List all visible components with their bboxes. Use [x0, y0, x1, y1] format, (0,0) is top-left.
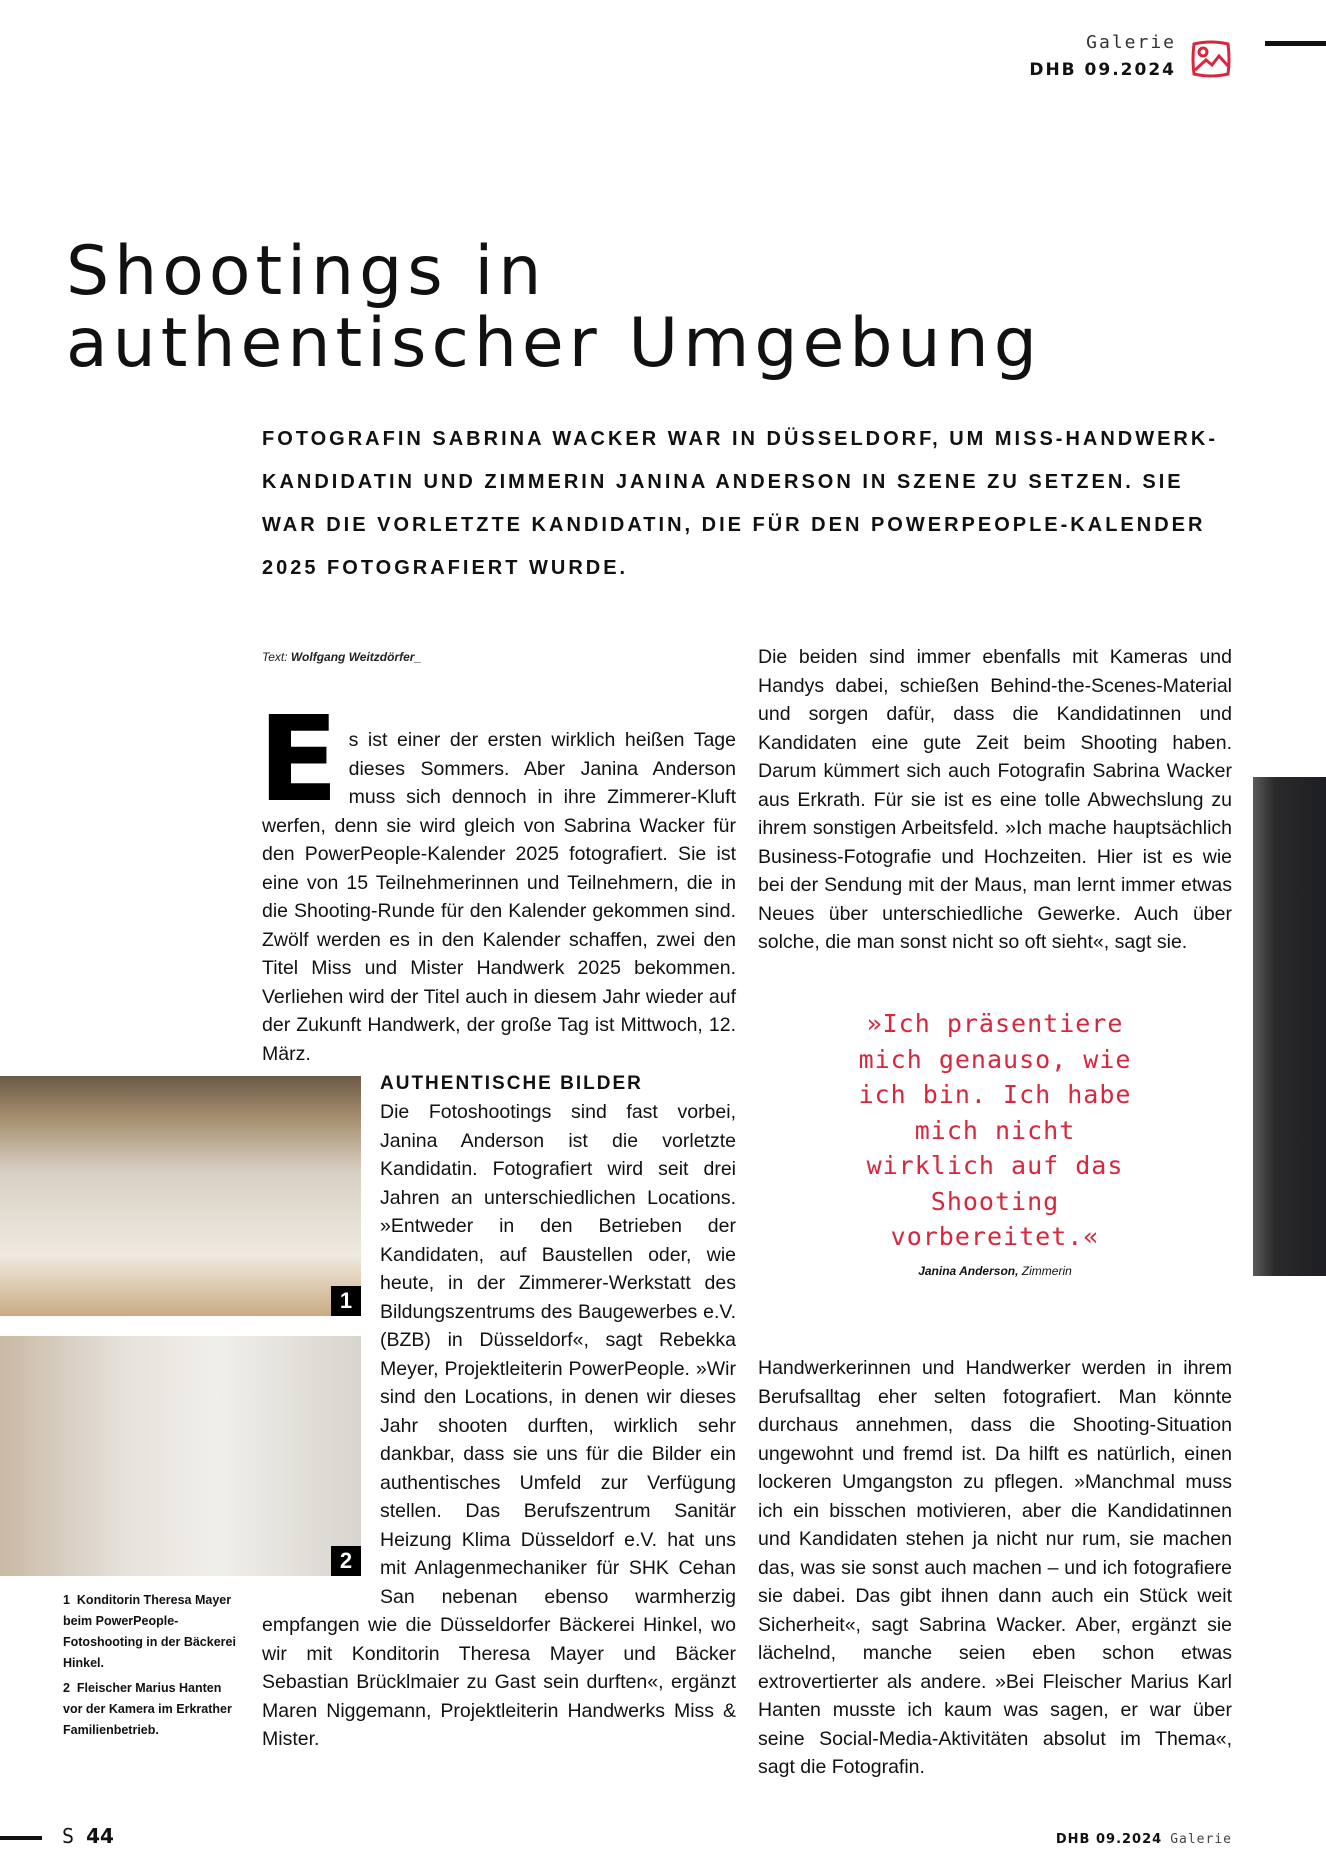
photo-butcher — [0, 1336, 361, 1576]
body-column-right-bottom: Handwerkerinnen und Handwerker werden in ihrem Berufsalltag eher selten fotografiert. Man könnte durchaus annehmen, dass die Shooting-Situation ungewohnt und fremd ist. Da hilft es natürlich, einen lockeren Umgangston zu pflegen. »Manchmal muss ich ein bisschen motivieren, aber die Kandidatinnen und Kandidaten stehen ja nicht nur rum, sie machen das, was sie sonst auch machen – und ich fotografiere sie dabei. Das gibt ihnen dann auch ein Stück weit Sicherheit«, sagt Sabrina Wacker. Aber, ergänzt sie lächelnd, manche seien eben schon etwas extrovertierter als andere. »Bei Fleischer Marius Karl Hanten musste ich kaum was sagen, er war über seine Social-Media-Aktivitäten absolut im Thema«, sagt die Fotografin. — [758, 1357, 1232, 1778]
body-column-right-top: Die beiden sind immer ebenfalls mit Kameras und Handys dabei, schießen Behind-the-Scenes-Material und sorgen dafür, dass die Kandidatinnen und Kandidaten eine gute Zeit beim Shooting haben. Darum kümmert sich auch Fotografin Sabrina Wacker aus Erkrath. Für sie ist es eine tolle Abwechslung zu ihrem sonstigen Arbeitsfeld. »Ich mache hauptsächlich Business-Fotografie und Hochzeiten. Hier ist es wie bei der Sendung mit der Maus, man lernt immer etwas Neues über unterschiedliche Gewerke. Auch über solche, die man sonst nicht so oft sieht«, sagt sie. — [758, 646, 1232, 953]
drop-cap: E — [258, 690, 339, 828]
author-byline: Text: Wolfgang Weitzdörfer_ — [262, 650, 422, 664]
page-title: Shootings in authentischer Umgebung — [66, 232, 1042, 383]
photo-number: 2 — [331, 1546, 361, 1576]
photo-captions — [63, 1590, 243, 1745]
header-section: Galerie — [1086, 32, 1176, 53]
footer-issue: DHB 09.2024 Galerie — [1055, 1832, 1232, 1847]
caption: 2 Fleischer Marius Hanten vor der Kamera im Erkrather Familienbetrieb. — [63, 1681, 232, 1737]
subheading: AUTHENTISCHE BILDER — [380, 1073, 643, 1094]
photo-number: 1 — [331, 1286, 361, 1316]
footer-rule — [0, 1836, 42, 1840]
image-icon — [1190, 38, 1232, 80]
caption: 1 Konditorin Theresa Mayer beim PowerPeople-Fotoshooting in der Bäckerei Hinkel. — [63, 1593, 236, 1670]
pull-quote: »Ich präsentiere mich genauso, wie ich bin. Ich habe mich nicht wirklich auf das Shooting vorbereitet.« — [858, 1009, 1132, 1251]
lead-paragraph: FOTOGRAFIN SABRINA WACKER WAR IN DÜSSELDORF, UM MISS-HANDWERK-KANDIDATIN UND ZIMMERIN JANINA ANDERSON IN SZENE ZU SETZEN. SIE WAR DIE VORLETZTE KANDIDATIN, DIE FÜR DEN POWERPEOPLE-KALENDER 2025 FOTOGRAFIERT WURDE. — [262, 428, 1218, 579]
body-section-2: AUTHENTISCHE BILDER Die Fotoshootings sind fast vorbei, Janina Anderson ist die vorletzte Kandidatin. Fotografiert wird seit drei Jahren an unterschiedlichen Locations. »Entweder in den Betrieben der Kandidaten, auf Baustellen oder, wie heute, in der Zimmerer-Werkstatt des Bildungszentrums des Baugewerbes e.V. (BZB) in Düsseldorf«, sagt Rebekka Meyer, Projektleiterin PowerPeople. »Wir sind den Locations, in denen wir dieses Jahr shooten durften, wirklich sehr dankbar, dass sie uns für die Bilder ein authentisches Umfeld zur Verfügung stellen. Das Berufszentrum Sanitär Heizung Klima Düsseldorf e.V. hat uns mit Anlagenmechaniker für SHK Cehan San nebenan ebenso warmherzig empfangen wie die Düsseldorfer Bäckerei Hinkel, wo wir mit Konditorin Theresa Mayer und Bäcker Sebastian Brücklmaier zu Gast sein durften«, ergänzt Maren Niggemann, Projektleiterin Handwerks Miss & Mister. — [262, 1070, 736, 1754]
quote-author: Janina Anderson, Zimmerin — [918, 1264, 1072, 1278]
body-column-left: Es ist einer der ersten wirklich heißen Tage dieses Sommers. Aber Janina Anderson muss sich dennoch in ihre Zimmerer-Kluft werfen, denn sie wird gleich von Sabrina Wacker für den PowerPeople-Kalender 2025 fotografiert. Sie ist eine von 15 Teilnehmerinnen und Teilnehmern, die in die Shooting-Runde für den Kalender gekommen sind. Zwölf werden es in den Kalender schaffen, zwei den Titel Miss und Mister Handwerk 2025 bekommen. Verliehen wird der Titel auch in diesem Jahr wieder auf der Zukunft Handwerk, der große Tag ist Mittwoch, 12. März. — [258, 690, 736, 1065]
photo-bakery — [0, 1076, 361, 1316]
header-rule — [1265, 41, 1326, 46]
photo-portrait-cropped — [1253, 777, 1326, 1276]
page-number: S 44 — [62, 1824, 114, 1848]
header-issue: DHB 09.2024 — [1029, 60, 1176, 80]
